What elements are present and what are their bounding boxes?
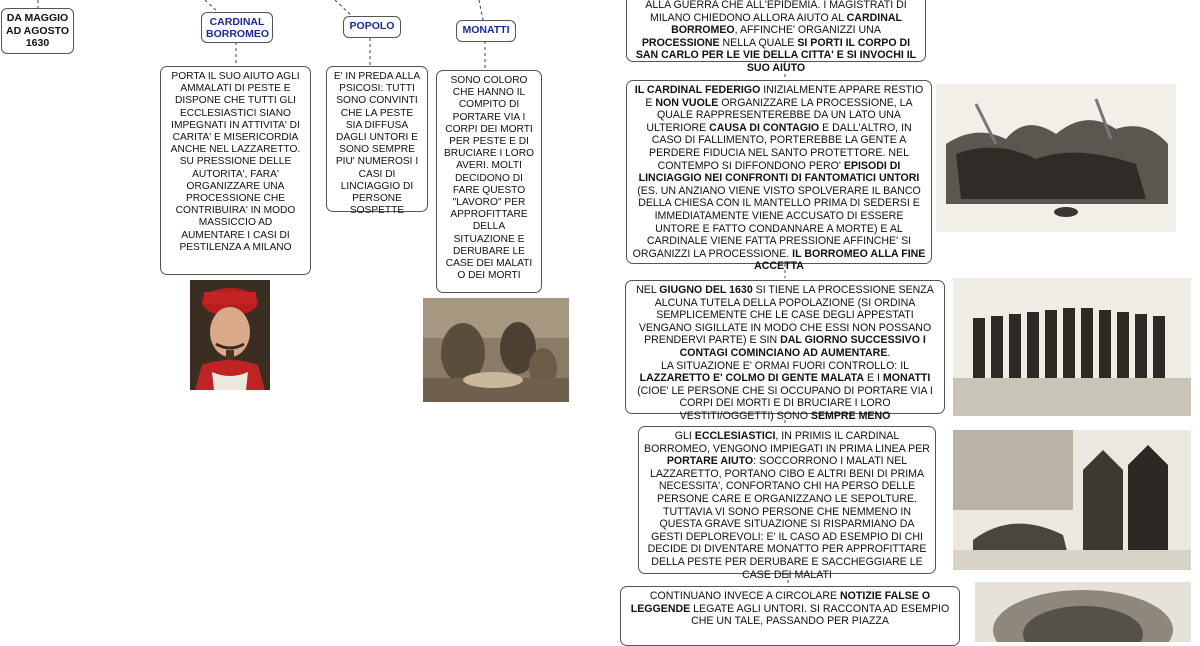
monatti-heading: MONATTI [456,20,516,42]
ecclesiastics-engraving-image [953,430,1191,570]
cardinal-federigo-box [626,80,932,273]
cardinal-portrait-image [190,280,270,390]
monatti-description: SONO COLORO CHE HANNO IL COMPITO DI PORTARE VIA I CORPI DEI MORTI PER PESTE E DI BRUCIARE I LORO AVERI. MOLTI DECIDONO DI FARE QUESTO "LAVORO" PER APPROFITTARE DELLA SITUAZIONE E DERUBARE LE CASE DEI MALATI O DEI MORTI [436,70,542,293]
cardinal-borromeo-description: PORTA IL SUO AIUTO AGLI AMMALATI DI PESTE E DISPONE CHE TUTTI GLI ECCLESIASTICI SIANO IMPEGNATI IN ATTIVITA' DI CARITA' E MISERICORDIA ANCHE NEL LAZZARETTO. SU PRESSIONE DELLE AUTORITA', FARA' ORGANIZZARE UNA PROCESSIONE CHE CONTRIBUIRA' IN MODO MASSICCIO AD AUMENTARE I CASI DI PESTILENZA A MILANO [160,66,311,275]
procession-engraving-image [953,278,1191,416]
cardinal-federigo-text: IL CARDINAL FEDERIGO INIZIALMENTE APPARE RESTIO E NON VUOLE ORGANIZZARE LA PROCESSIONE, LA QUALE RAPPRESENTEREBBE DA UN LATO UNA ULTERIORE CAUSA DI CONTAGIO E DALL'ALTRO, IN CASO DI FALLIMENTO, PORTEREBBE LA GENTE A PERDERE FIDUCIA NEL SANTO PROTETTORE. NEL CONTEMPO SI DIFFONDONO PERO' EPISODI DI LINCIAGGIO NEI CONFRONTI DI FANTOMATICI UNTORI (ES. UN ANZIANO VIENE VISTO SPOLVERARE IL BANCO DELLA CHIESA CON IL MANTELLO PRIMA DI SEDERSI E IMMEDIATAMENTE VIENE ACCUSATO DI ESSERE UNTORE E FATTO CONDANNARE A MORTE) E AL CARDINALE VIENE FATTA PRESSIONE AFFINCHE' SI ORGANIZZI LA PROCESSIONE. IL BORROMEO ALLA FINE ACCETTA [632,84,926,273]
false-news-box [620,586,960,646]
cardinal-borromeo-heading: CARDINAL BORROMEO [201,12,273,43]
magistrates-request-box [626,0,926,74]
connector-line [479,0,483,20]
lynching-engraving-image [936,84,1176,232]
legend-engraving-image [975,582,1191,642]
date-node: DA MAGGIO AD AGOSTO 1630 [1,8,74,54]
popolo-heading: POPOLO [343,16,401,38]
procession-june-text: NEL GIUGNO DEL 1630 SI TIENE LA PROCESSIONE SENZA ALCUNA TUTELA DELLA POPOLAZIONE (SI ORDINA SEMPLICEMENTE CHE LE CASE DEGLI APPESTATI VENGANO SIGILLATE IN MODO CHE ESSI NON POSSANO PRENDERVI PARTE) E SIN DAL GIORNO SUCCESSIVO I CONTAGI COMINCIANO AD AUMENTARE. LA SITUAZIONE E' ORMAI FUORI CONTROLLO: IL LAZZARETTO E' COLMO DI GENTE MALATA E I MONATTI (CIOE' LE PERSONE CHE SI OCCUPANO DI PORTARE VIA I CORPI DEI MORTI E DI BRUCIARE I LORO VESTITI/OGGETTI) SONO SEMPRE MENO [636,284,934,422]
ecclesiastics-text: GLI ECCLESIASTICI, IN PRIMIS IL CARDINAL BORROMEO, VENGONO IMPIEGATI IN PRIMA LINEA PER PORTARE AIUTO: SOCCORRONO I MALATI NEL LAZZARETTO, PORTANO CIBO E ALTRI BENI DI PRIMA NECESSITA', CONFORTANO CHI HA PERSO DELLE PERSONE CARE E ORGANIZZANO LE SEPOLTURE. TUTTAVIA VI SONO PERSONE CHE NEMMENO IN QUESTA GRAVE SITUAZIONE SI RISPARMIANO DA GESTI DEPLOREVOLI: E' IL CASO AD ESEMPIO DI CHI DECIDE DI DIVENTARE MONATTO PER APPROFITTARE DELLA PESTE PER DERUBARE E SACCHEGGIARE LE CASE DEI MALATI [644,430,930,581]
magistrates-request-text: ALLA GUERRA CHE ALL'EPIDEMIA. I MAGISTRATI DI MILANO CHIEDONO ALLORA AIUTO AL CARDINAL BORROMEO, AFFINCHE' ORGANIZZI UNA PROCESSIONE NELLA QUALE SI PORTI IL CORPO DI SAN CARLO PER LE VIE DELLA CITTA' E SI INVOCHI IL SUO AIUTO [635,0,917,74]
ecclesiastics-box [638,426,936,581]
procession-june-box [625,280,945,422]
false-news-text: CONTINUANO INVECE A CIRCOLARE NOTIZIE FALSE O LEGGENDE LEGATE AGLI UNTORI. SI RACCONTA AD ESEMPIO CHE UN TALE, PASSANDO PER PIAZZA [630,590,950,628]
popolo-description: E' IN PREDA ALLA PSICOSI: TUTTI SONO CONVINTI CHE LA PESTE SIA DIFFUSA DAGLI UNTORI E SONO SEMPRE PIU' NUMEROSI I CASI DI LINCIAGGIO DI PERSONE SOSPETTE [326,66,428,212]
connector-line [335,0,352,16]
connector-line [205,0,218,12]
monatti-image [423,298,569,402]
